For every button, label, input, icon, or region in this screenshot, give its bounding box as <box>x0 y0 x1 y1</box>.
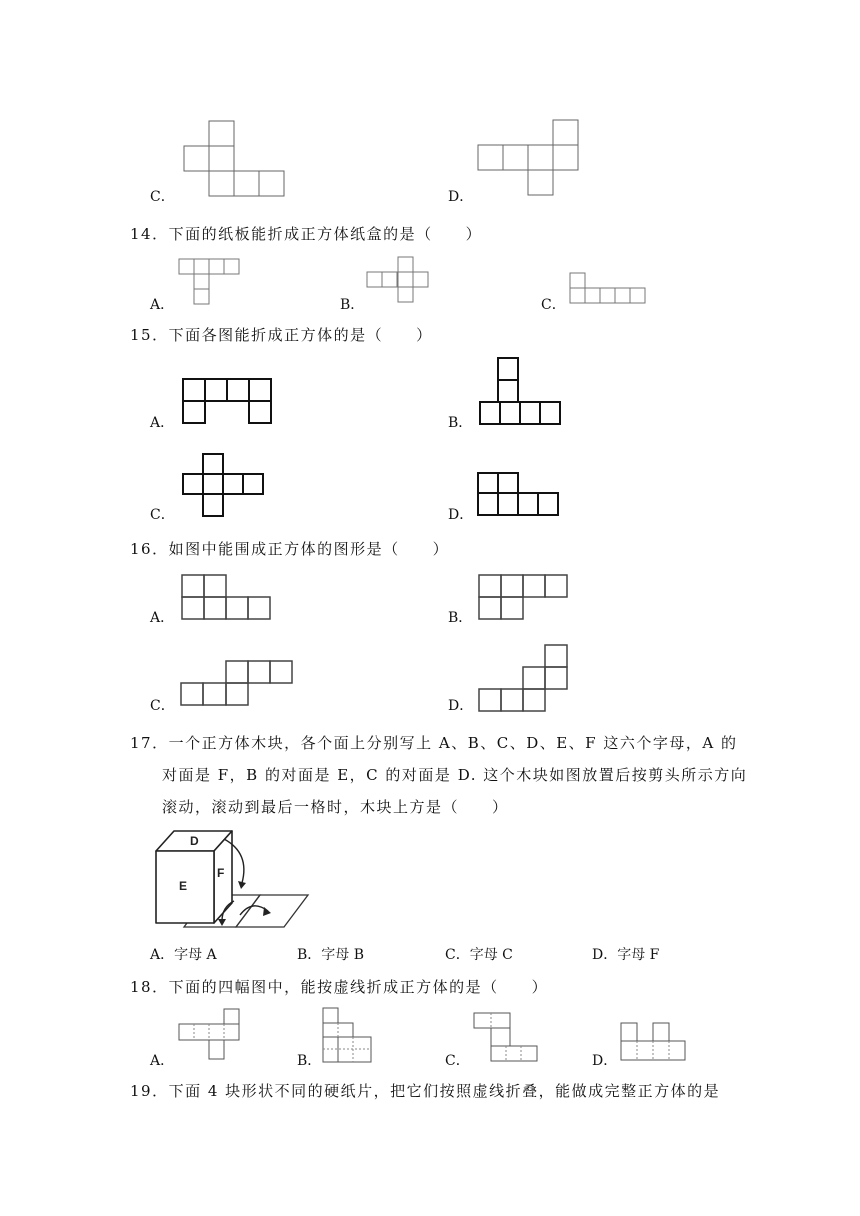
q16-question <box>130 539 449 559</box>
q16-option-c-net <box>180 660 300 710</box>
q15-text: 下面各图能折成正方体的是（ ） <box>168 326 433 344</box>
q15-option-b-label: B． <box>448 415 473 431</box>
q15-option-b-net <box>478 356 578 436</box>
cube-top-letter: D <box>190 834 199 848</box>
q16-number: 16． <box>130 540 169 558</box>
q16-option-a-net <box>181 574 281 622</box>
q17-number: 17． <box>130 734 169 752</box>
q13-option-c-label: C． <box>150 189 175 205</box>
q13-option-d-net <box>477 119 587 199</box>
q16-text: 如图中能围成正方体的图形是（ ） <box>168 540 450 558</box>
q17-choice-d: D．字母 F <box>592 947 660 963</box>
q16-option-b-label: B． <box>448 610 473 626</box>
q15-option-d-net <box>476 471 576 531</box>
q13-option-d-label: D． <box>448 189 474 205</box>
q18-option-d-label: D． <box>592 1053 618 1069</box>
q15-option-a-net <box>181 377 281 433</box>
q15-option-c-label: C． <box>150 507 175 523</box>
q15-option-c-net <box>181 452 281 532</box>
q16-option-d-label: D． <box>448 698 474 714</box>
q16-option-a-label: A． <box>150 610 175 626</box>
q17-choice-a: A．字母 A <box>150 947 217 963</box>
q14-number: 14． <box>130 225 169 243</box>
q15-option-d-label: D． <box>448 507 474 523</box>
arrow-head-1 <box>238 881 246 889</box>
q14-option-b-label: B． <box>340 297 365 313</box>
q19-number: 19． <box>130 1082 169 1100</box>
q18-option-a-label: A． <box>150 1053 175 1069</box>
q18-option-d-net <box>620 1022 690 1072</box>
q14-option-a-net <box>178 258 248 308</box>
q14-option-c-net <box>569 272 659 312</box>
q18-option-c-label: C． <box>445 1053 470 1069</box>
q16-option-c-label: C． <box>150 698 175 714</box>
q13-option-c-net <box>183 120 293 200</box>
q17-line-1: 一个正方体木块，各个面上分别写上 A、B、C、D、E、F 这六个字母，A 的 <box>168 734 738 752</box>
arrow-head-2 <box>218 919 226 926</box>
q17-choice-c: C．字母 C <box>445 947 513 963</box>
q17-line-3: 滚动，滚动到最后一格时，木块上方是（ ） <box>162 798 509 816</box>
arrow-head-3 <box>263 907 271 916</box>
path-cell-2 <box>236 895 308 927</box>
q18-text: 下面的四幅图中，能按虚线折成正方体的是（ ） <box>168 978 549 996</box>
q18-number: 18． <box>130 978 169 996</box>
q14-option-b-net <box>366 256 436 306</box>
q19-question <box>130 1081 720 1101</box>
q17-choice-b: B．字母 B <box>297 947 365 963</box>
q17-rolling-cube-figure <box>152 827 322 937</box>
q18-question <box>130 977 548 997</box>
q19-text: 下面 4 块形状不同的硬纸片，把它们按照虚线折叠，能做成完整正方体的是 <box>168 1082 721 1100</box>
q17-question <box>130 727 747 823</box>
q16-option-b-net <box>478 574 578 622</box>
cube-front-letter: E <box>179 879 188 893</box>
q18-option-b-label: B． <box>297 1053 322 1069</box>
q14-question <box>130 224 482 244</box>
q15-number: 15． <box>130 326 169 344</box>
q16-option-d-net <box>478 644 578 714</box>
cube-side-letter: F <box>217 866 225 880</box>
q18-option-b-net <box>322 1007 392 1067</box>
q14-option-a-label: A． <box>150 297 175 313</box>
q18-option-c-net <box>473 1012 543 1072</box>
q17-line-2: 对面是 F，B 的对面是 E，C 的对面是 D. 这个木块如图放置后按剪头所示方向 <box>162 766 748 784</box>
q15-option-a-label: A． <box>150 415 175 431</box>
q15-question <box>130 325 433 345</box>
q14-option-c-label: C． <box>541 297 566 313</box>
q18-option-a-net <box>178 1008 248 1064</box>
q14-text: 下面的纸板能折成正方体纸盒的是（ ） <box>168 225 483 243</box>
